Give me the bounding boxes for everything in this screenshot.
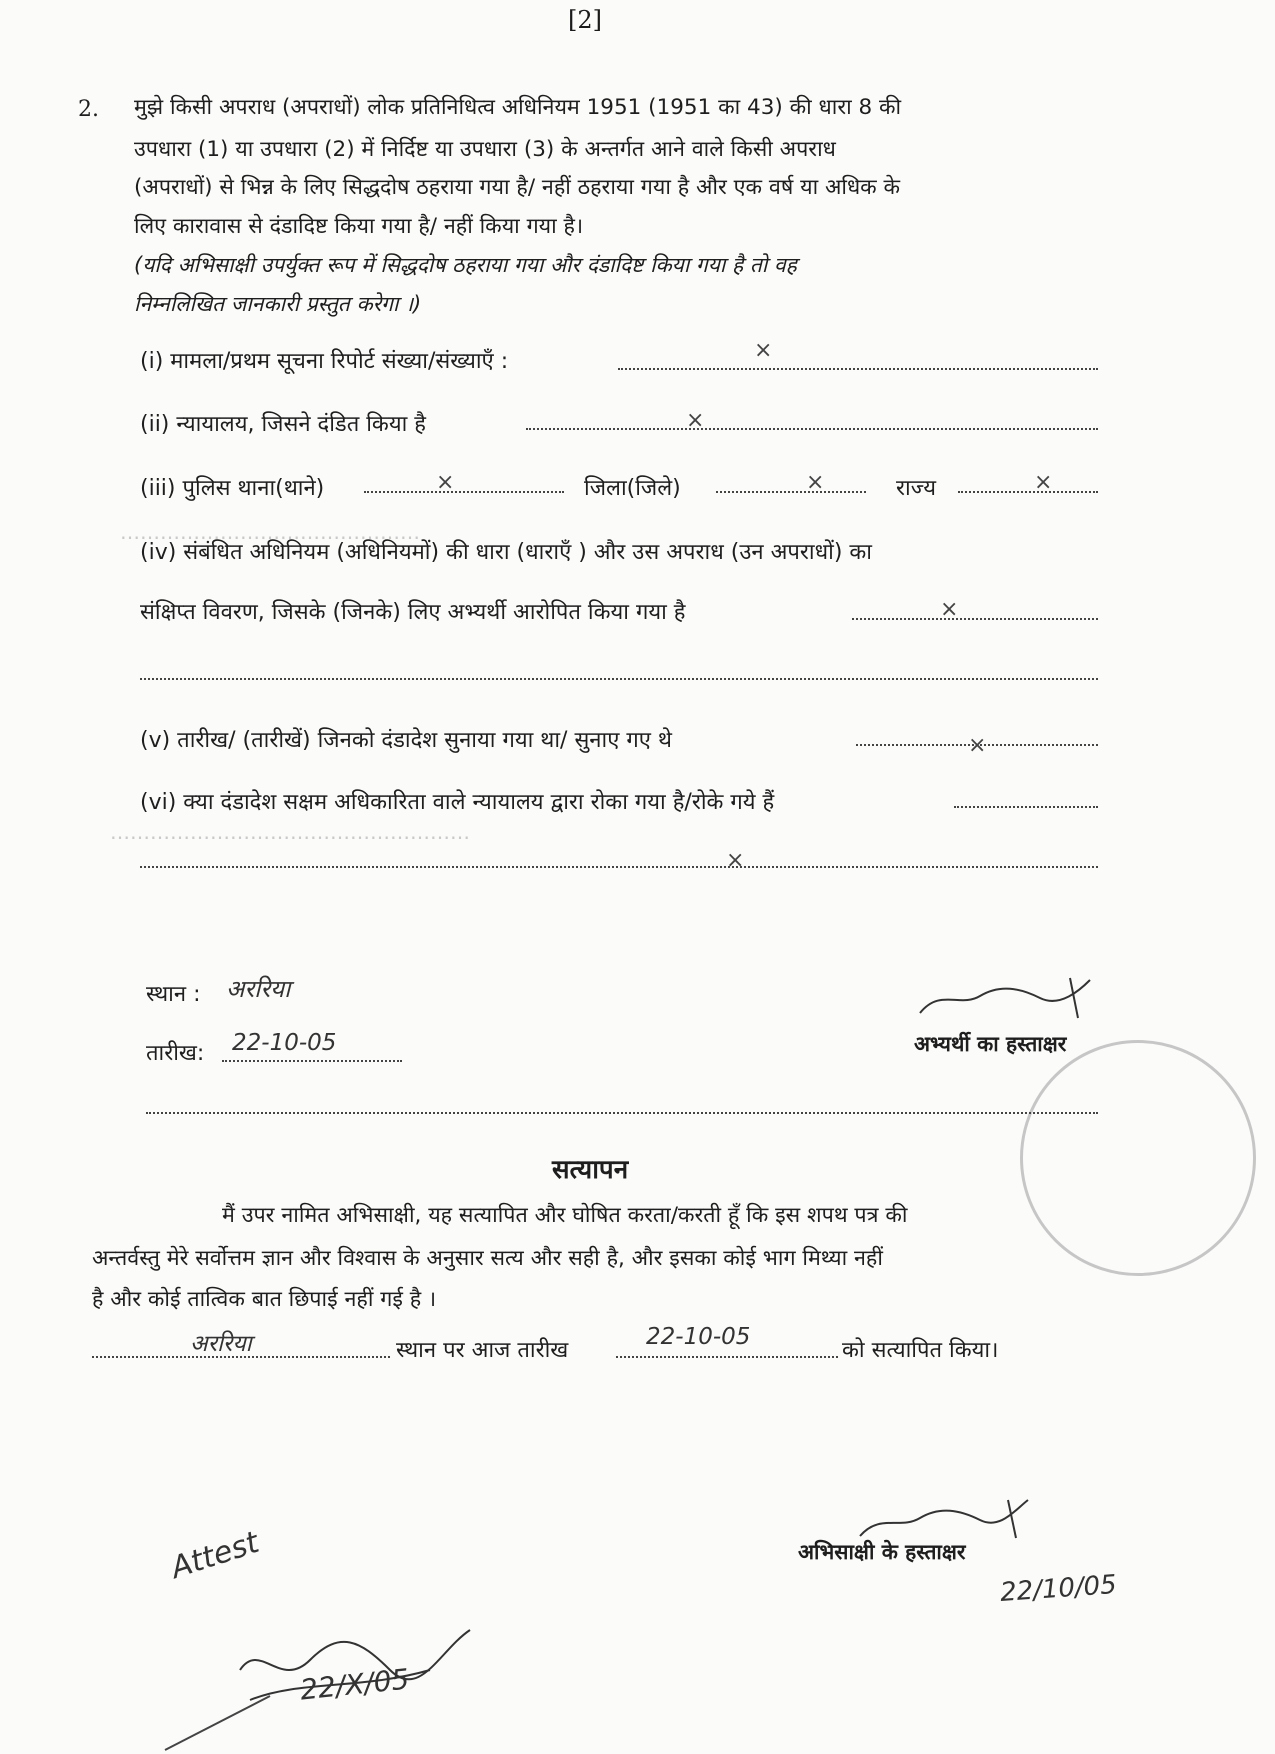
pen-stroke bbox=[160, 1690, 280, 1754]
field-sections-line-2[interactable] bbox=[140, 678, 1098, 680]
field-sections-label-line-2: संक्षिप्त विवरण, जिसके (जिनके) लिए अभ्यर्थी आरोपित किया गया है bbox=[140, 600, 686, 625]
verify-end-text: को सत्यापित किया। bbox=[842, 1338, 999, 1363]
cross-mark: × bbox=[686, 408, 705, 433]
field-sections-label-line-1: (iv) संबंधित अधिनियम (अधिनियमों) की धारा (धाराएँ ) और उस अपराध (उन अपराधों) का bbox=[140, 540, 872, 565]
verify-date-line[interactable] bbox=[616, 1356, 838, 1358]
deponent-date-handwritten: 22/10/05 bbox=[999, 1569, 1118, 1609]
field-court-line[interactable] bbox=[526, 428, 1098, 430]
candidate-signature-label: अभ्यर्थी का हस्ताक्षर bbox=[914, 1032, 1067, 1056]
cross-mark: × bbox=[436, 470, 455, 495]
field-district-label: जिला(जिले) bbox=[584, 476, 681, 501]
cross-mark: × bbox=[940, 597, 959, 622]
paragraph-line-3: (अपराधों) से भिन्न के लिए सिद्धदोष ठहराया गया है/ नहीं ठहराया गया है और एक वर्ष या अधिक के bbox=[134, 175, 901, 200]
item-number: 2. bbox=[78, 97, 99, 122]
field-stayed-line-2[interactable] bbox=[140, 866, 1098, 868]
page-number: [2] bbox=[568, 6, 602, 34]
field-sentence-dates-label: (v) तारीख/ (तारीखें) जिनको दंडादेश सुनाया गया था/ सुनाए गए थे bbox=[140, 728, 672, 753]
bleed-through-text: ……………………………………… bbox=[120, 520, 420, 544]
field-stayed-line[interactable] bbox=[954, 806, 1098, 808]
field-police-station-line[interactable] bbox=[364, 491, 564, 493]
instruction-line-2: निम्नलिखित जानकारी प्रस्तुत करेगा ।) bbox=[134, 292, 422, 316]
verify-place-handwritten: अररिया bbox=[190, 1331, 252, 1357]
field-state-line[interactable] bbox=[958, 491, 1098, 493]
place-value-handwritten: अररिया bbox=[226, 975, 291, 1003]
cross-mark: × bbox=[754, 338, 773, 363]
deponent-signature-label: अभिसाक्षी के हस्ताक्षर bbox=[798, 1540, 966, 1564]
field-stayed-label: (vi) क्या दंडादेश सक्षम अधिकारिता वाले न्यायालय द्वारा रोका गया है/रोके गये हैं bbox=[140, 790, 775, 815]
verification-line-3: है और कोई तात्विक बात छिपाई नहीं गई है । bbox=[92, 1287, 437, 1312]
cross-mark: × bbox=[806, 470, 825, 495]
paragraph-line-4: लिए कारावास से दंडादिष्ट किया गया है/ नहीं किया गया है। bbox=[134, 214, 584, 239]
separator-line bbox=[146, 1112, 1098, 1114]
field-case-fir-label: (i) मामला/प्रथम सूचना रिपोर्ट संख्या/संख्याएँ : bbox=[140, 349, 509, 374]
date-line[interactable] bbox=[222, 1060, 402, 1062]
date-value-handwritten: 22-10-05 bbox=[232, 1030, 337, 1056]
instruction-line-1: (यदि अभिसाक्षी उपर्युक्त रूप में सिद्धदोष ठहराया गया और दंडादिष्ट किया गया है तो वह bbox=[134, 253, 797, 277]
paragraph-line-1: मुझे किसी अपराध (अपराधों) लोक प्रतिनिधित्व अधिनियम 1951 (1951 का 43) की धारा 8 की bbox=[134, 95, 902, 120]
verification-title: सत्यापन bbox=[552, 1155, 629, 1185]
candidate-signature bbox=[910, 968, 1100, 1028]
place-label: स्थान : bbox=[146, 982, 201, 1007]
field-state-label: राज्य bbox=[896, 476, 937, 501]
field-case-fir-line[interactable] bbox=[618, 368, 1098, 370]
cross-mark: × bbox=[726, 848, 745, 873]
field-district-line[interactable] bbox=[716, 491, 866, 493]
paragraph-line-2: उपधारा (1) या उपधारा (2) में निर्दिष्ट या उपधारा (3) के अन्तर्गत आने वाले किसी अपराध bbox=[134, 137, 836, 162]
field-court-label: (ii) न्यायालय, जिसने दंडित किया है bbox=[140, 412, 426, 437]
cross-mark: × bbox=[1034, 470, 1053, 495]
date-label: तारीख: bbox=[146, 1041, 205, 1066]
bleed-through-text: ……………………………………………… bbox=[110, 820, 470, 844]
faint-stamp bbox=[1020, 1040, 1256, 1276]
verification-line-1: मैं उपर नामित अभिसाक्षी, यह सत्यापित और घोषित करता/करती हूँ कि इस शपथ पत्र की bbox=[222, 1203, 908, 1228]
field-sections-line[interactable] bbox=[852, 618, 1098, 620]
verify-date-handwritten: 22-10-05 bbox=[646, 1324, 751, 1350]
field-police-station-label: (iii) पुलिस थाना(थाने) bbox=[140, 476, 325, 501]
attest-handwritten: Attest bbox=[166, 1524, 264, 1587]
verify-mid-text: स्थान पर आज तारीख bbox=[396, 1338, 569, 1363]
verification-line-2: अन्तर्वस्तु मेरे सर्वोत्तम ज्ञान और विश्वास के अनुसार सत्य और सही है, और इसका कोई भाग मिथ्या नहीं bbox=[92, 1246, 883, 1271]
cross-mark: × bbox=[968, 733, 987, 758]
attest-date-handwritten: 22/X/05 bbox=[298, 1662, 411, 1707]
